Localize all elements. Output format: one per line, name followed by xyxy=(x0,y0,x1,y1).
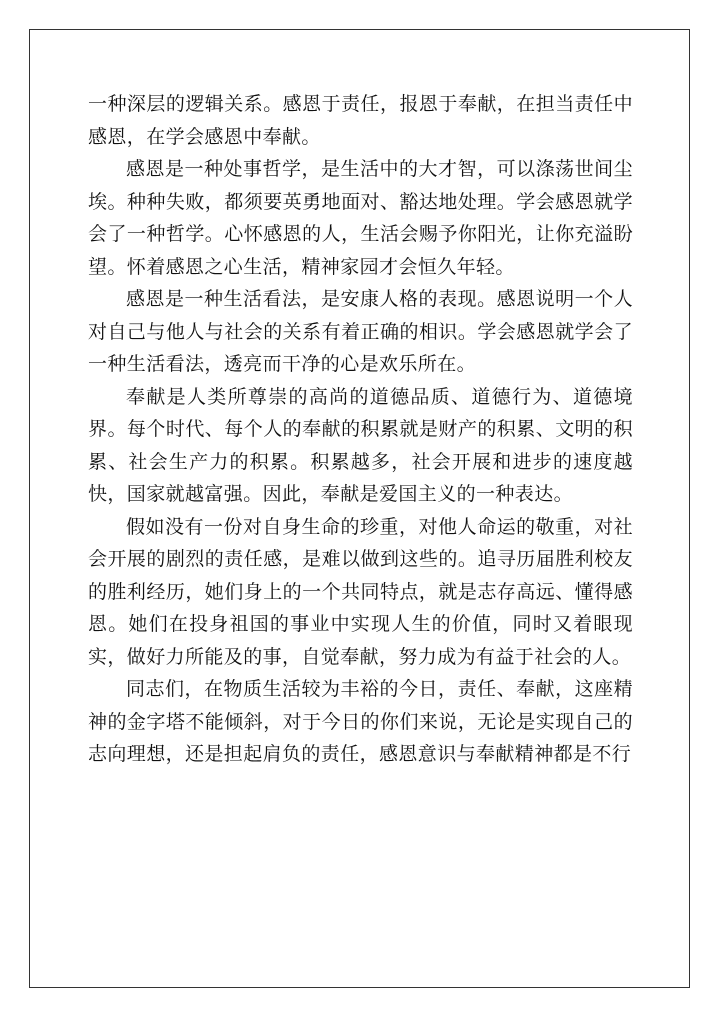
paragraph-comrades-closing: 同志们，在物质生活较为丰裕的今日，责任、奉献，这座精神的金字塔不能倾斜，对于今日的你们来说，无论是实现自己的志向理想，还是担起肩负的责任，感恩意识与奉献精神都是不行 xyxy=(88,678,633,765)
paragraph-alumni-example: 假如没有一份对自身生命的珍重，对他人命运的敬重，对社会开展的剧烈的责任感，是难以做到这些的。追寻历届胜利校友的胜利经历，她们身上的一个共同特点，就是志存高远、懂得感恩。她们在投身祖国的事业中实现人生的价值，同时又着眼现实，做好力所能及的事，自觉奉献，努力成为有益于社会的人。 xyxy=(88,515,633,668)
paragraph-gratitude-attitude: 感恩是一种生活看法，是安康人格的表现。感恩说明一个人对自己与他人与社会的关系有着正确的相识。学会感恩就学会了一种生活看法，透亮而干净的心是欢乐所在。 xyxy=(88,288,633,375)
document-body xyxy=(88,30,633,771)
paragraph-continuation: 一种深层的逻辑关系。感恩于责任，报恩于奉献，在担当责任中感恩，在学会感恩中奉献。 xyxy=(88,93,633,148)
paragraph-gratitude-philosophy: 感恩是一种处事哲学，是生活中的大才智，可以涤荡世间尘埃。种种失败，都须要英勇地面对、豁达地处理。学会感恩就学会了一种哲学。心怀感恩的人，生活会赐予你阳光，让你充溢盼望。怀着感恩之心生活，精神家园才会恒久年轻。 xyxy=(88,158,633,278)
paragraph-dedication-morality: 奉献是人类所尊崇的高尚的道德品质、道德行为、道德境界。每个时代、每个人的奉献的积累就是财产的积累、文明的积累、社会生产力的积累。积累越多，社会开展和进步的速度越快，国家就越富强。因此，奉献是爱国主义的一种表达。 xyxy=(88,385,633,505)
page-frame xyxy=(29,29,690,988)
